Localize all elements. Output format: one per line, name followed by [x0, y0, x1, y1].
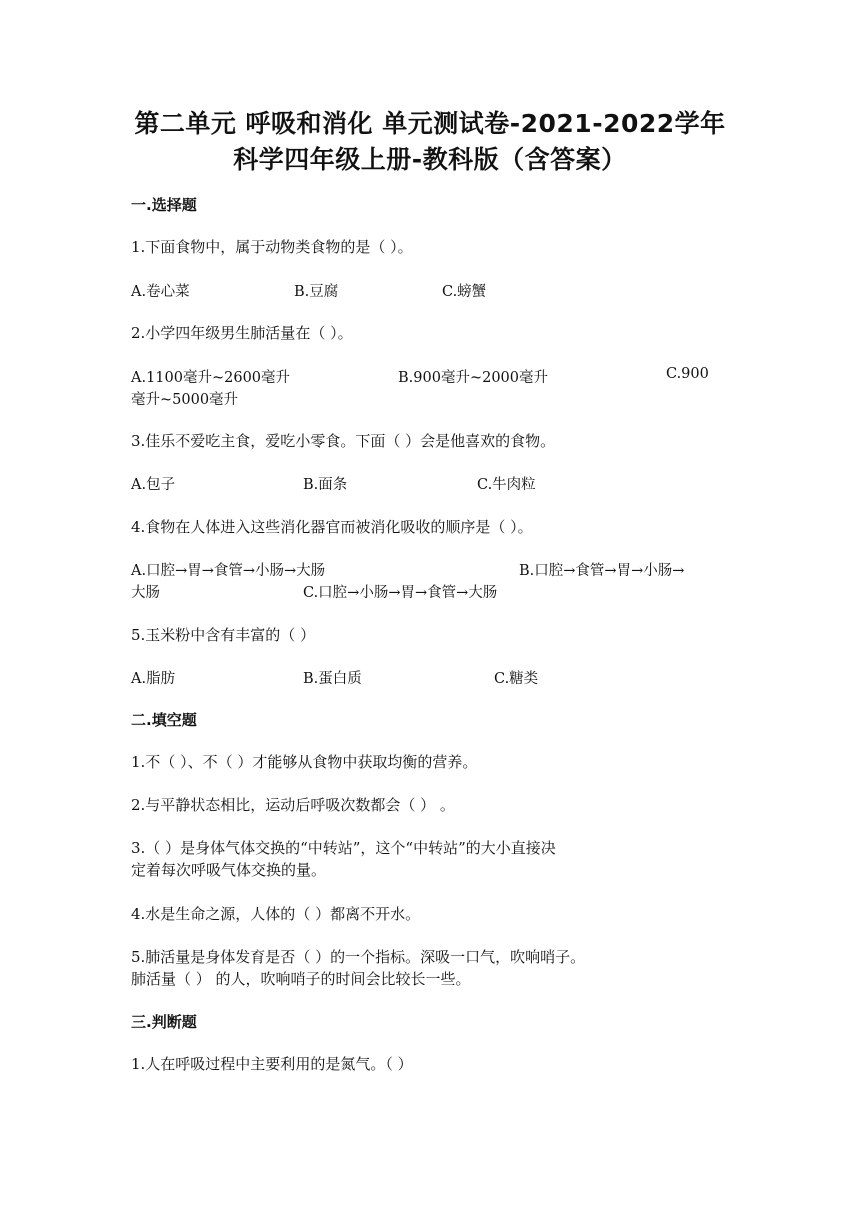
choice-q4-option-b: B.口腔→食管→胃→小肠→ [519, 563, 685, 579]
document-title-line-2: 科学四年级上册-教科版（含答案） [233, 145, 627, 174]
choice-q1-option-b: B.豆腐 [294, 284, 339, 300]
choice-q5-option-b: B.蛋白质 [303, 671, 362, 687]
choice-question-4: 4.食物在人体进入这些消化器官而被消化吸收的顺序是（ ）。 [131, 518, 533, 536]
section-heading-judge: 三.判断题 [131, 1013, 197, 1031]
choice-question-5: 5.玉米粉中含有丰富的（ ） [131, 626, 316, 644]
choice-q3-option-c: C.牛肉粒 [477, 477, 536, 493]
choice-q1-option-a: A.卷心菜 [131, 284, 190, 300]
choice-q4-option-b-continued: 大肠 [131, 585, 160, 601]
choice-q2-option-c: C.900 [666, 366, 709, 382]
choice-q5-option-a: A.脂肪 [131, 671, 176, 687]
choice-q2-option-c-continued: 毫升~5000毫升 [131, 392, 239, 408]
fill-question-2: 2.与平静状态相比，运动后呼吸次数都会（ ） 。 [131, 796, 455, 814]
choice-q1-option-c: C.螃蟹 [442, 284, 487, 300]
fill-question-4: 4.水是生命之源，人体的（ ）都离不开水。 [131, 905, 421, 923]
fill-question-1: 1.不（ ）、不（ ）才能够从食物中获取均衡的营养。 [131, 753, 478, 771]
choice-q5-option-c: C.糖类 [494, 671, 539, 687]
fill-question-3-continued: 定着每次呼吸气体交换的量。 [131, 861, 327, 879]
section-heading-fill: 二.填空题 [131, 711, 197, 729]
fill-question-3: 3.（ ）是身体气体交换的“中转站”，这个“中转站”的大小直接决 [131, 839, 556, 857]
choice-question-2: 2.小学四年级男生肺活量在（ ）。 [131, 324, 353, 342]
fill-question-5: 5.肺活量是身体发育是否（ ）的一个指标。深吸一口气，吹响哨子。 [131, 948, 586, 966]
choice-q2-option-b: B.900毫升~2000毫升 [398, 370, 548, 386]
choice-question-1: 1.下面食物中，属于动物类食物的是（ ）。 [131, 238, 413, 256]
choice-q4-option-c: C.口腔→小肠→胃→食管→大肠 [303, 585, 498, 601]
section-heading-choice: 一.选择题 [131, 196, 197, 214]
document-title-line-1: 第二单元 呼吸和消化 单元测试卷-2021-2022学年 [134, 109, 726, 138]
fill-question-5-continued: 肺活量（ ） 的人，吹响哨子的时间会比较长一些。 [131, 970, 471, 988]
choice-q4-option-a: A.口腔→胃→食管→小肠→大肠 [131, 563, 326, 579]
choice-q3-option-a: A.包子 [131, 477, 176, 493]
choice-q2-option-a: A.1100毫升~2600毫升 [131, 370, 291, 386]
judge-question-1: 1.人在呼吸过程中主要利用的是氮气。（ ） [131, 1055, 413, 1073]
choice-q3-option-b: B.面条 [303, 477, 348, 493]
choice-question-3: 3.佳乐不爱吃主食，爱吃小零食。下面（ ）会是他喜欢的食物。 [131, 432, 556, 450]
